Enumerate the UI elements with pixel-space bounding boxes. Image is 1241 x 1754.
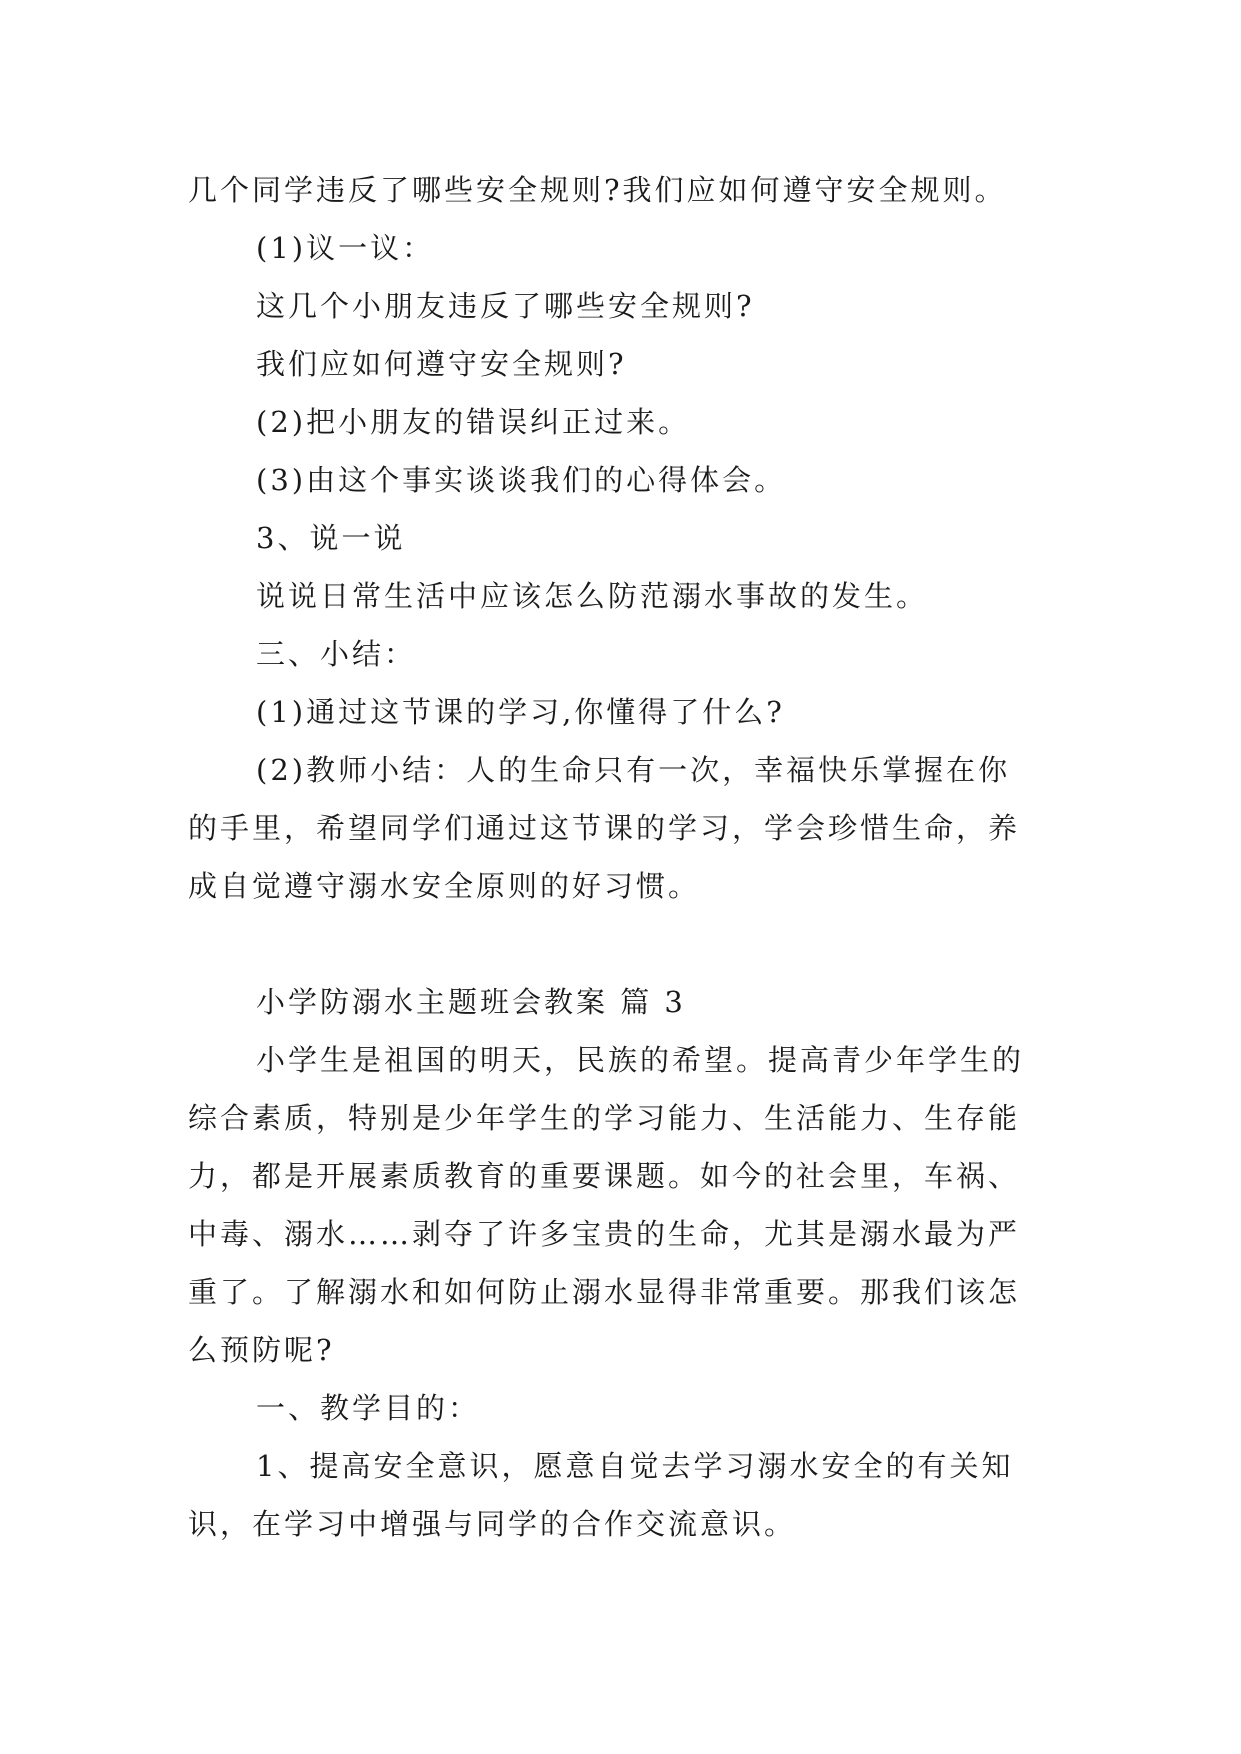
paragraph-line: 中毒、溺水……剥夺了许多宝贵的生命，尤其是溺水最为严	[188, 1217, 1021, 1251]
paragraph-line: 几个同学违反了哪些安全规则?我们应如何遵守安全规则。	[188, 173, 1007, 207]
paragraph-line: 小学生是祖国的明天，民族的希望。提高青少年学生的	[256, 1043, 1025, 1077]
paragraph-line: (2)教师小结：人的生命只有一次，幸福快乐掌握在你	[256, 753, 1011, 787]
paragraph-line: 重了。了解溺水和如何防止溺水显得非常重要。那我们该怎	[188, 1275, 1021, 1309]
paragraph-line: 力，都是开展素质教育的重要课题。如今的社会里，车祸、	[188, 1159, 1021, 1193]
paragraph-line: 1、提高安全意识，愿意自觉去学习溺水安全的有关知	[256, 1449, 1014, 1483]
paragraph-line: 的手里，希望同学们通过这节课的学习，学会珍惜生命，养	[188, 811, 1021, 845]
paragraph-line: 这几个小朋友违反了哪些安全规则?	[256, 289, 755, 323]
section-heading: 3、说一说	[256, 521, 406, 555]
paragraph-line: (1)通过这节课的学习,你懂得了什么?	[256, 695, 785, 729]
paragraph-line: (3)由这个事实谈谈我们的心得体会。	[256, 463, 787, 497]
paragraph-line: 成自觉遵守溺水安全原则的好习惯。	[188, 869, 701, 903]
paragraph-line: 综合素质，特别是少年学生的学习能力、生活能力、生存能	[188, 1101, 1021, 1135]
paragraph-line: (2)把小朋友的错误纠正过来。	[256, 405, 691, 439]
paragraph-line: (1)议一议：	[256, 231, 435, 265]
paragraph-line: 识，在学习中增强与同学的合作交流意识。	[188, 1507, 797, 1541]
section-heading: 一、教学目的：	[256, 1391, 481, 1425]
paragraph-line: 么预防呢?	[188, 1333, 335, 1367]
article-title: 小学防溺水主题班会教案 篇 3	[256, 985, 686, 1019]
paragraph-line: 我们应如何遵守安全规则?	[256, 347, 627, 381]
paragraph-line: 说说日常生活中应该怎么防范溺水事故的发生。	[256, 579, 929, 613]
section-heading: 三、小结：	[256, 637, 417, 671]
